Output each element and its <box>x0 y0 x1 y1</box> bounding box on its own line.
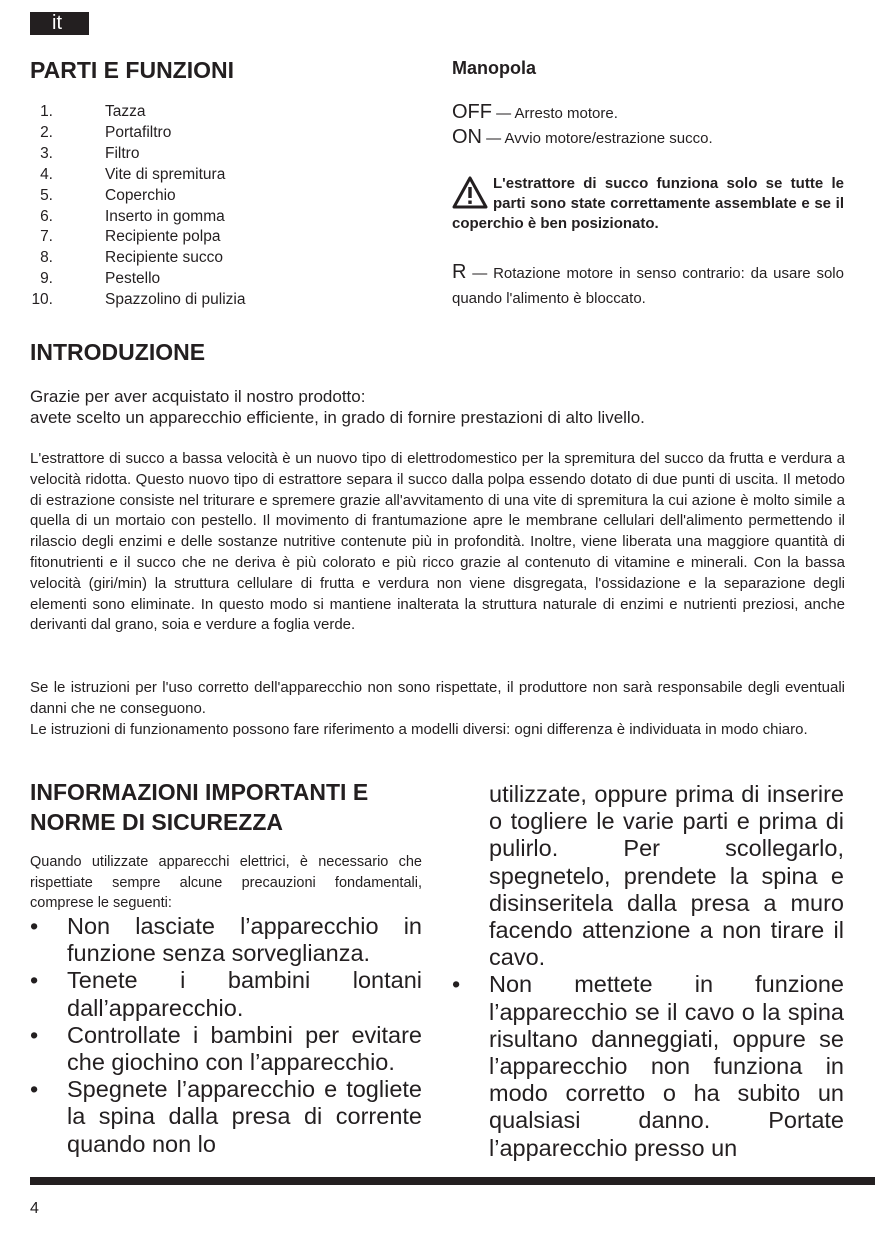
parts-list-item <box>30 123 430 144</box>
part-label: Spazzolino di pulizia <box>105 291 246 309</box>
safety-title: INFORMAZIONI IMPORTANTI E NORME DI SICUREZZA <box>30 779 369 835</box>
safety-lead: Quando utilizzate apparecchi elettrici, è necessario che rispettiate sempre alcune precauzioni fondamentali, comprese le seguenti: <box>30 854 422 911</box>
part-label: Tazza <box>105 103 146 120</box>
safety-bullets-left <box>30 913 422 1158</box>
knob-section <box>452 55 844 307</box>
part-label: Pestello <box>105 270 161 288</box>
parts-list-item <box>30 248 430 269</box>
parts-title: PARTI E FUNZIONI <box>30 57 235 83</box>
parts-list-item <box>30 165 430 186</box>
on-text: — Avvio motore/estrazione succo. <box>482 130 713 147</box>
r-text: — Rotazione motore in senso contrario: da usare solo quando l'alimento è bloccato. <box>452 265 844 307</box>
part-label: Inserto in gomma <box>105 207 225 225</box>
warning-note <box>452 174 844 234</box>
part-label: Vite di spremitura <box>105 165 226 183</box>
safety-bullet <box>30 1022 422 1076</box>
knob-off-line <box>452 100 618 126</box>
part-label: Filtro <box>105 144 140 162</box>
parts-list-item <box>30 102 430 123</box>
part-number: 10. <box>31 291 53 309</box>
intro-body: L'estrattore di succo a bassa velocità è un nuovo tipo di elettrodomestico per la spremitura del succo da frutta e verdura a velocità ridotta. Questo nuovo tipo di estrattore separa il succo dalla polpa essendo dotato di due punti di uscita. Il metodo di estrazione consiste nel triturare e spremere grazie all'avvitamento di una vite di spremitura la cui azione è molto simile a quella di un mortaio con pestello. Il movimento di frantumazione apre le membrane cellulari dell'alimento permettendo il rilascio degli enzimi e delle sostanze nutritive contenute più in profondità. Inoltre, viene liberata una maggiore quantità di fitonutrienti e il succo che ne deriva è più colorato e più ricco grazie al contenuto di vitamine e minerali. Con la bassa velocità (giri/min) la struttura cellulare di frutta e verdura non viene disgregata, l'ossidazione e la separazione degli elementi sono eliminate. In questo modo si mantiene inalterata la struttura naturale di enzimi e nutrienti preziosi, anche derivanti dal grano, soia e verdure a foglia verde. <box>30 450 845 634</box>
bullet-text: Spegnete l’apparecchio e togliete la spina dalla presa di corrente quando non lo <box>67 1076 422 1157</box>
r-key: R <box>452 261 467 283</box>
bullet-icon: • <box>30 1076 39 1103</box>
bullet-text: Tenete i bambini lontani dall’apparecchio. <box>67 967 422 1021</box>
safety-bullet <box>30 967 422 1021</box>
part-number: 2. <box>40 123 53 141</box>
parts-list-item <box>30 144 430 165</box>
footer-rule <box>30 1177 875 1185</box>
part-label: Portafiltro <box>105 123 172 141</box>
page-number: 4 <box>30 1200 39 1217</box>
intro-notes <box>30 678 845 740</box>
liability-note: Se le istruzioni per l'uso corretto dell'apparecchio non sono rispettate, il produttore non sarà responsabile degli eventuali danni che ne conseguono. <box>30 679 845 717</box>
parts-list-item <box>30 269 430 290</box>
warning-icon <box>452 176 488 210</box>
language-tab: it <box>30 12 89 35</box>
bullet-icon: • <box>30 913 39 939</box>
parts-list-item <box>30 186 430 207</box>
parts-list-item <box>30 207 430 228</box>
intro-thanks <box>30 386 845 428</box>
part-number: 9. <box>40 270 53 288</box>
knob-on-line <box>452 125 713 151</box>
on-key: ON <box>452 126 482 148</box>
part-number: 7. <box>40 228 53 246</box>
bullet-text: Non lasciate l’apparecchio in funzione senza sorveglianza. <box>67 913 422 967</box>
bullet-icon: • <box>30 1021 39 1048</box>
safety-right-column <box>452 781 844 1162</box>
part-label: Recipiente succo <box>105 249 224 267</box>
part-number: 6. <box>40 207 53 225</box>
part-label: Coperchio <box>105 186 176 204</box>
thanks-line-2: avete scelto un apparecchio efficiente, in grado di fornire prestazioni di alto livello. <box>30 408 645 427</box>
part-number: 5. <box>40 186 53 204</box>
models-note: Le istruzioni di funzionamento possono fare riferimento a modelli diversi: ogni differenza è individuata in modo chiaro. <box>30 720 808 738</box>
bullet-continuation: utilizzate, oppure prima di inserire o togliere le varie parti e prima di pulirlo. Per scollegarlo, spegnetelo, prendete la spina e disinseritela dalla presa a muro facendo attenzione a non tirare il cavo. <box>489 781 844 971</box>
parts-list-item <box>30 290 430 311</box>
part-number: 4. <box>40 165 53 183</box>
safety-bullets-right <box>452 971 844 1161</box>
bullet-text: Non mettete in funzione l’apparecchio se il cavo o la spina risultano danneggiati, oppure se l’apparecchio non funziona in modo corretto o ha subito un qualsiasi danno. Portate l’apparecchio presso un <box>489 971 844 1161</box>
knob-title: Manopola <box>452 58 536 78</box>
parts-list <box>30 102 430 311</box>
part-number: 3. <box>40 144 53 162</box>
part-number: 1. <box>40 103 53 120</box>
thanks-line-1: Grazie per aver acquistato il nostro prodotto: <box>30 387 366 406</box>
bullet-icon: • <box>30 967 39 994</box>
knob-reverse-line <box>452 260 844 311</box>
warning-text: L'estrattore di succo funziona solo se tutte le parti sono state correttamente assemblate e se il coperchio è ben posizionato. <box>452 175 844 232</box>
off-text: — Arresto motore. <box>492 105 618 122</box>
intro-title: INTRODUZIONE <box>30 339 206 365</box>
bullet-icon: • <box>452 971 461 998</box>
safety-bullet <box>30 1076 422 1158</box>
bullet-text: Controllate i bambini per evitare che giochino con l’apparecchio. <box>67 1021 422 1076</box>
safety-bullet <box>452 971 844 1161</box>
part-label: Recipiente polpa <box>105 228 221 246</box>
parts-list-item <box>30 227 430 248</box>
off-key: OFF <box>452 101 492 123</box>
part-number: 8. <box>40 249 53 267</box>
safety-bullet <box>30 913 422 967</box>
